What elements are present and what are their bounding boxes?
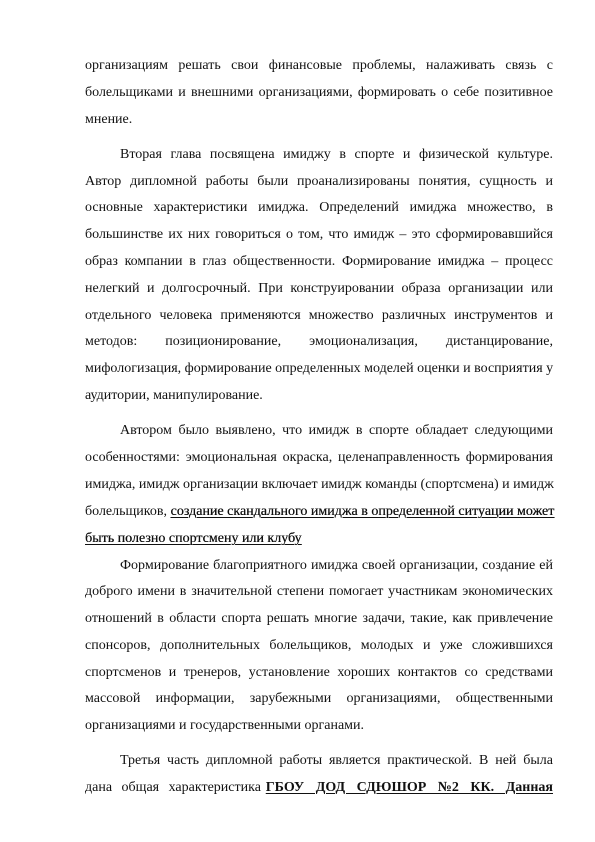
- text-line: [85, 530, 553, 548]
- text-line: большинстве их них говориться о том, что имидж – это сформировавшийся: [85, 227, 553, 242]
- text-line: отдельного человека применяются множество различных инструментов и: [85, 308, 553, 323]
- text-line: Формирование благоприятного имиджа своей организации, создание ей: [120, 558, 553, 573]
- text-line: Автор дипломной работы были проанализированы понятия, сущность и: [85, 174, 553, 189]
- text-line: спонсоров, дополнительных болельщиков, молодых и уже сложившихся: [85, 638, 553, 653]
- text-line: болельщиками и внешними организациями, формировать о себе позитивное: [85, 85, 553, 100]
- text-line: спортсменов и тренеров, установление хороших контактов со средствами: [85, 665, 553, 680]
- underlined-text: быть полезно спортсмену или клубу: [85, 531, 302, 546]
- underlined-text: ГБОУ ДОД СДЮШОР №2 КК. Данная: [265, 780, 553, 795]
- text-line: организациям решать свои финансовые проблемы, налаживать связь с: [85, 58, 553, 73]
- text-line: методов: позиционирование, эмоционализация, дистанцирование,: [85, 334, 553, 349]
- text-line: [85, 779, 553, 797]
- text-line: отношений в области спорта решать многие задачи, такие, как привлечение: [85, 611, 553, 626]
- text-line: Вторая глава посвящена имиджу в спорте и физической культуре.: [120, 147, 553, 162]
- text-line: доброго имени в значительной степени помогает участникам экономических: [85, 584, 553, 599]
- text-line: массовой информации, зарубежными организациями, общественными: [85, 691, 553, 706]
- text-line: основные характеристики имиджа. Определений имиджа множество, в: [85, 200, 553, 215]
- text-line: Третья часть дипломной работы является практической. В ней была: [120, 753, 553, 768]
- text-line: нелегкий и долгосрочный. При конструировании образа организации или: [85, 281, 553, 296]
- text-line: образ компании в глаз общественности. Формирование имиджа – процесс: [85, 254, 553, 269]
- text-segment: дана общая характеристика: [85, 780, 261, 795]
- text-line: особенностями: эмоциональная окраска, целенаправленность формирования: [85, 450, 553, 465]
- text-line: [85, 503, 553, 521]
- text-line: аудитории, манипулирование.: [85, 388, 263, 403]
- text-line: организациями и государственными органами.: [85, 718, 365, 733]
- text-line: мнение.: [85, 112, 133, 127]
- text-line: имиджа, имидж организации включает имидж команды (спортсмена) и имидж: [85, 477, 554, 492]
- text-segment: болельщиков,: [85, 504, 171, 519]
- text-line: мифологизация, формирование определенных моделей оценки и восприятия у: [85, 361, 554, 376]
- text-line: Автором было выявлено, что имидж в спорте обладает следующими: [120, 423, 553, 438]
- underlined-text: создание скандального имиджа в определенной ситуации может: [170, 504, 555, 519]
